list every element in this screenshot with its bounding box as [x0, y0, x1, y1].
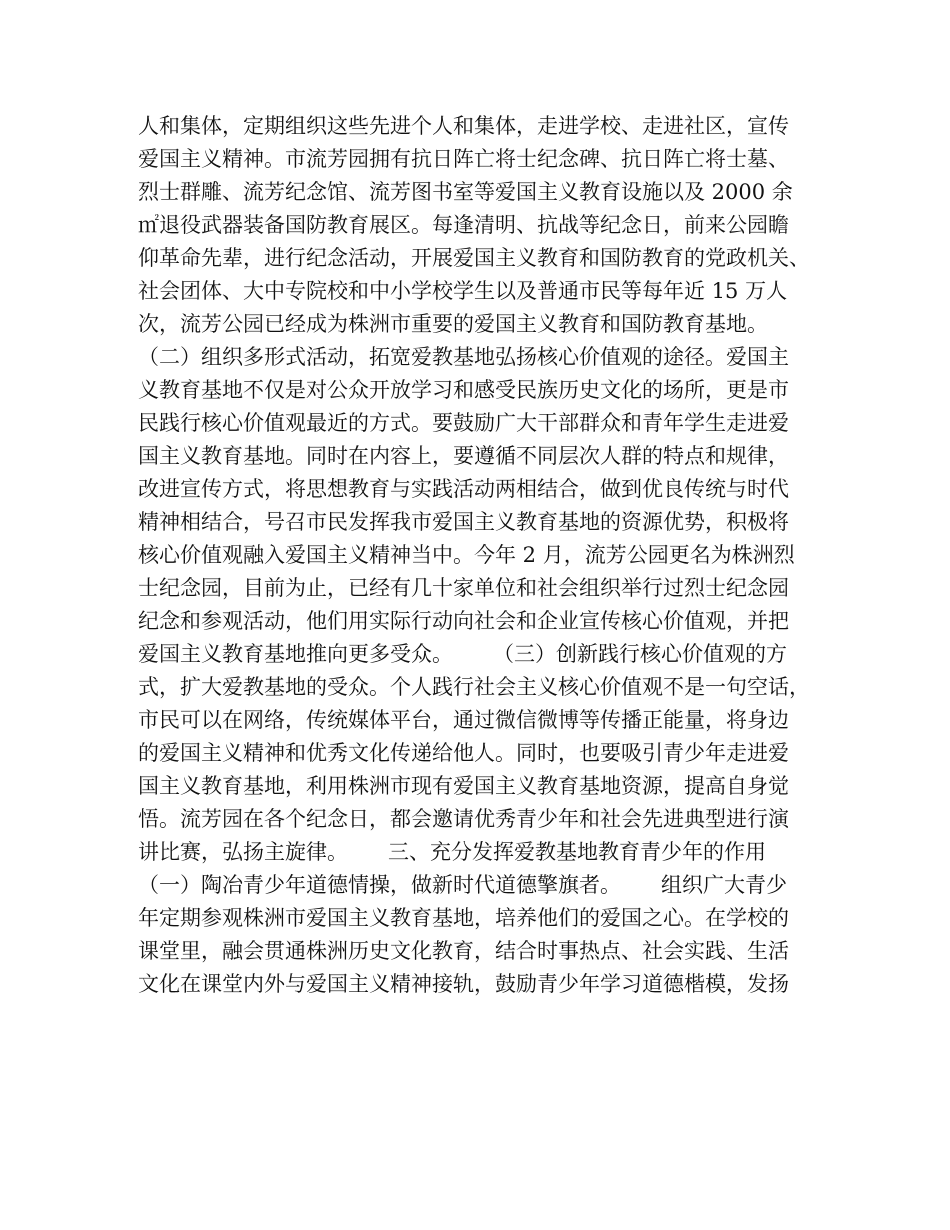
text-line: 次，流芳公园已经成为株洲市重要的爱国主义教育和国防教育基地。 [138, 312, 768, 336]
text-line: 国主义教育基地。同时在内容上，要遵循不同层次人群的特点和规律， [138, 444, 789, 468]
text-line: 义教育基地不仅是对公众开放学习和感受民族历史文化的场所，更是市 [138, 378, 789, 402]
text-line: 改进宣传方式，将思想教育与实践活动两相结合，做到优良传统与时代 [138, 477, 789, 501]
body-text [138, 110, 828, 1001]
text-line: 社会团体、大中专院校和中小学校学生以及普通市民等每年近 15 万人 [138, 279, 788, 303]
text-line: 仰革命先辈，进行纪念活动，开展爱国主义教育和国防教育的党政机关、 [138, 246, 810, 270]
text-line: （一）陶冶青少年道德情操，做新时代道德擎旗者。 组织广大青少 [138, 873, 788, 897]
text-line: 士纪念园，目前为止，已经有几十家单位和社会组织举行过烈士纪念园 [138, 576, 789, 600]
text-line: 核心价值观融入爱国主义精神当中。今年 2 月，流芳公园更名为株洲烈 [138, 543, 795, 567]
text-line: ㎡退役武器装备国防教育展区。每逢清明、抗战等纪念日，前来公园瞻 [138, 213, 789, 237]
text-line: 市民可以在网络，传统媒体平台，通过微信微博等传播正能量，将身边 [138, 708, 789, 732]
text-line: 爱国主义精神。市流芳园拥有抗日阵亡将士纪念碑、抗日阵亡将士墓、 [138, 147, 789, 171]
text-line: 人和集体，定期组织这些先进个人和集体，走进学校、走进社区，宣传 [138, 114, 789, 138]
text-line: 爱国主义教育基地推向更多受众。 （三）创新践行核心价值观的方 [138, 642, 788, 666]
text-line: （二）组织多形式活动，拓宽爱教基地弘扬核心价值观的途径。爱国主 [138, 345, 789, 369]
text-line: 国主义教育基地，利用株洲市现有爱国主义教育基地资源，提高自身觉 [138, 774, 789, 798]
text-line: 纪念和参观活动，他们用实际行动向社会和企业宣传核心价值观，并把 [138, 609, 789, 633]
text-line: 文化在课堂内外与爱国主义精神接轨，鼓励青少年学习道德楷模，发扬 [138, 972, 789, 996]
text-line: 精神相结合，号召市民发挥我市爱国主义教育基地的资源优势，积极将 [138, 510, 789, 534]
text-line: 民践行核心价值观最近的方式。要鼓励广大干部群众和青年学生走进爱 [138, 411, 789, 435]
text-line: 式，扩大爱教基地的受众。个人践行社会主义核心价值观不是一句空话， [138, 675, 810, 699]
text-line: 悟。流芳园在各个纪念日，都会邀请优秀青少年和社会先进典型进行演 [138, 807, 789, 831]
text-line: 课堂里，融会贯通株洲历史文化教育，结合时事热点、社会实践、生活 [138, 939, 789, 963]
text-line: 烈士群雕、流芳纪念馆、流芳图书室等爱国主义教育设施以及 2000 余 [138, 180, 793, 204]
text-line: 的爱国主义精神和优秀文化传递给他人。同时，也要吸引青少年走进爱 [138, 741, 789, 765]
text-line: 年定期参观株洲市爱国主义教育基地，培养他们的爱国之心。在学校的 [138, 906, 789, 930]
text-line: 讲比赛，弘扬主旋律。 三、充分发挥爱教基地教育青少年的作用 [138, 840, 767, 864]
